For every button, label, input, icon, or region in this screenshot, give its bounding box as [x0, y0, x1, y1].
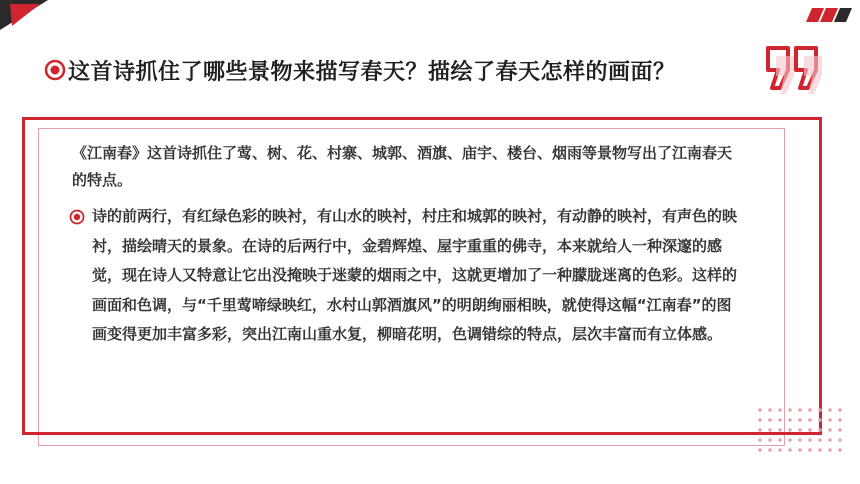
target-bullet-icon [69, 209, 85, 225]
intro-paragraph: 《江南春》这首诗抓住了莺、树、花、村寨、城郭、酒旗、庙宇、楼台、烟雨等景物写出了江南春天的特点。 [72, 144, 733, 189]
quote-mark-icon [762, 40, 826, 98]
analysis-paragraph [72, 202, 742, 350]
stripe-decoration [806, 8, 852, 22]
analysis-text: 诗的前两行，有红绿色彩的映衬，有山水的映衬，村庄和城郭的映衬，有动静的映衬，有声色的映衬，描绘晴天的景象。在诗的后两行中，金碧辉煌、屋宇重重的佛寺，本来就给人一种深邃的感觉，现在诗人又特意让它出没掩映于迷蒙的烟雨之中，这就更增加了一种朦胧迷离的色彩。这样的画面和色调，与“千里莺啼绿映红，水村山郭酒旗风”的明朗绚丽相映，就使得这幅“江南春”的图画变得更加丰富多彩，突出江南山重水复，柳暗花明，色调错综的特点，层次丰富而有立体感。 [92, 207, 738, 343]
corner-triangle-decoration [0, 0, 48, 34]
target-icon [44, 59, 66, 81]
page-title: 这首诗抓住了哪些景物来描写春天？描绘了春天怎样的画面？ [68, 59, 676, 85]
dot-grid-decoration [756, 406, 852, 460]
title-row [44, 52, 676, 88]
content-body [72, 140, 742, 350]
